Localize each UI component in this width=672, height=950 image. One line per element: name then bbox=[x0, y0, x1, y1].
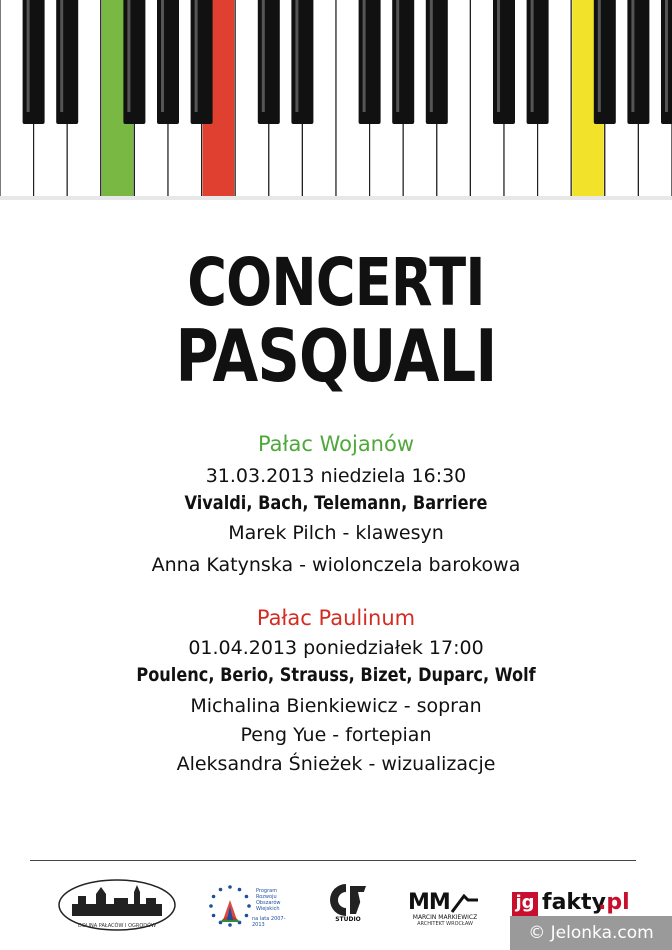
piano-keys-graphic bbox=[0, 0, 672, 200]
black-key bbox=[123, 0, 145, 124]
black-key-highlight bbox=[531, 0, 534, 112]
studio-logo bbox=[326, 880, 370, 942]
mm-caption-2: ARCHITEKT WROCŁAW bbox=[417, 921, 473, 927]
footer-divider bbox=[30, 860, 636, 861]
black-key bbox=[258, 0, 280, 124]
black-key-highlight bbox=[60, 0, 63, 112]
black-key-highlight bbox=[262, 0, 265, 112]
black-key-highlight bbox=[631, 0, 634, 112]
black-key-highlight bbox=[195, 0, 198, 112]
eu-star bbox=[212, 895, 216, 899]
eu-star bbox=[238, 888, 242, 892]
date-concert-1: 31.03.2013 niedziela 16:30 bbox=[205, 465, 467, 487]
black-key-highlight bbox=[363, 0, 366, 112]
performer-katynska: Anna Katynska - wiolonczela barokowa bbox=[151, 554, 521, 576]
mm-slash-icon bbox=[450, 894, 480, 914]
black-key-highlight bbox=[665, 0, 668, 112]
prow-years: na lata 2007-2013 bbox=[252, 916, 286, 928]
black-key bbox=[56, 0, 78, 124]
black-key-highlight bbox=[497, 0, 500, 112]
eu-star bbox=[245, 895, 249, 899]
performer-peng-yue: Peng Yue - fortepian bbox=[240, 724, 432, 746]
eu-star bbox=[228, 885, 232, 889]
studio-mark-icon bbox=[326, 880, 370, 920]
black-key bbox=[291, 0, 313, 124]
eu-star bbox=[247, 904, 251, 908]
black-key bbox=[527, 0, 549, 124]
eu-star bbox=[219, 888, 223, 892]
eu-star bbox=[245, 914, 249, 918]
mm-mark: MM bbox=[408, 890, 450, 915]
jelonka-watermark: © Jelonka.com bbox=[510, 916, 672, 950]
black-key bbox=[627, 0, 649, 124]
prow-logo bbox=[206, 882, 290, 938]
venue-paulinum: Pałac Paulinum bbox=[256, 606, 416, 630]
black-key bbox=[392, 0, 414, 124]
performer-pilch: Marek Pilch - klawesyn bbox=[228, 522, 444, 544]
black-key-highlight bbox=[598, 0, 601, 112]
black-key-highlight bbox=[161, 0, 164, 112]
dolina-caption: DOLINA PAŁACÓW I OGRODÓW bbox=[77, 923, 157, 929]
studio-caption: STUDIO bbox=[335, 916, 361, 923]
black-key-highlight bbox=[27, 0, 30, 112]
black-key-highlight bbox=[295, 0, 298, 112]
black-key bbox=[191, 0, 213, 124]
performer-bienkiewicz: Michalina Bienkiewicz - sopran bbox=[190, 695, 482, 717]
fakty-text: fakty bbox=[542, 890, 606, 915]
venue-wojanow: Pałac Wojanów bbox=[257, 432, 415, 456]
markiewicz-logo bbox=[408, 890, 482, 934]
composers-concert-2: Poulenc, Berio, Strauss, Bizet, Duparc, Wolf bbox=[136, 664, 536, 686]
mm-caption-1: MARCIN MARKIEWICZ bbox=[412, 914, 478, 921]
black-key bbox=[426, 0, 448, 124]
black-key bbox=[157, 0, 179, 124]
black-key-highlight bbox=[396, 0, 399, 112]
black-key bbox=[23, 0, 45, 124]
black-key bbox=[594, 0, 616, 124]
prow-caption: Program Rozwoju Obszarów Wiejskich bbox=[256, 888, 281, 912]
date-concert-2: 01.04.2013 poniedziałek 17:00 bbox=[188, 637, 484, 659]
black-key bbox=[493, 0, 515, 124]
eu-stars-icon bbox=[206, 882, 254, 930]
eu-star bbox=[209, 904, 213, 908]
black-key-highlight bbox=[127, 0, 130, 112]
piano-keyboard-header bbox=[0, 0, 672, 200]
black-key bbox=[359, 0, 381, 124]
eu-star bbox=[212, 914, 216, 918]
fakty-pl: .pl bbox=[598, 890, 630, 915]
eu-star bbox=[228, 923, 232, 927]
composers-concert-1: Vivaldi, Bach, Telemann, Barriere bbox=[184, 492, 488, 514]
dolina-palacow-logo bbox=[56, 876, 178, 934]
title-line-2: PASQUALI bbox=[175, 314, 497, 398]
keyboard-edge bbox=[0, 196, 672, 200]
jg-badge: jg bbox=[512, 892, 538, 916]
black-key-highlight bbox=[430, 0, 433, 112]
title-line-1: CONCERTI bbox=[187, 244, 485, 321]
performer-sniezek: Aleksandra Śnieżek - wizualizacje bbox=[176, 753, 496, 775]
